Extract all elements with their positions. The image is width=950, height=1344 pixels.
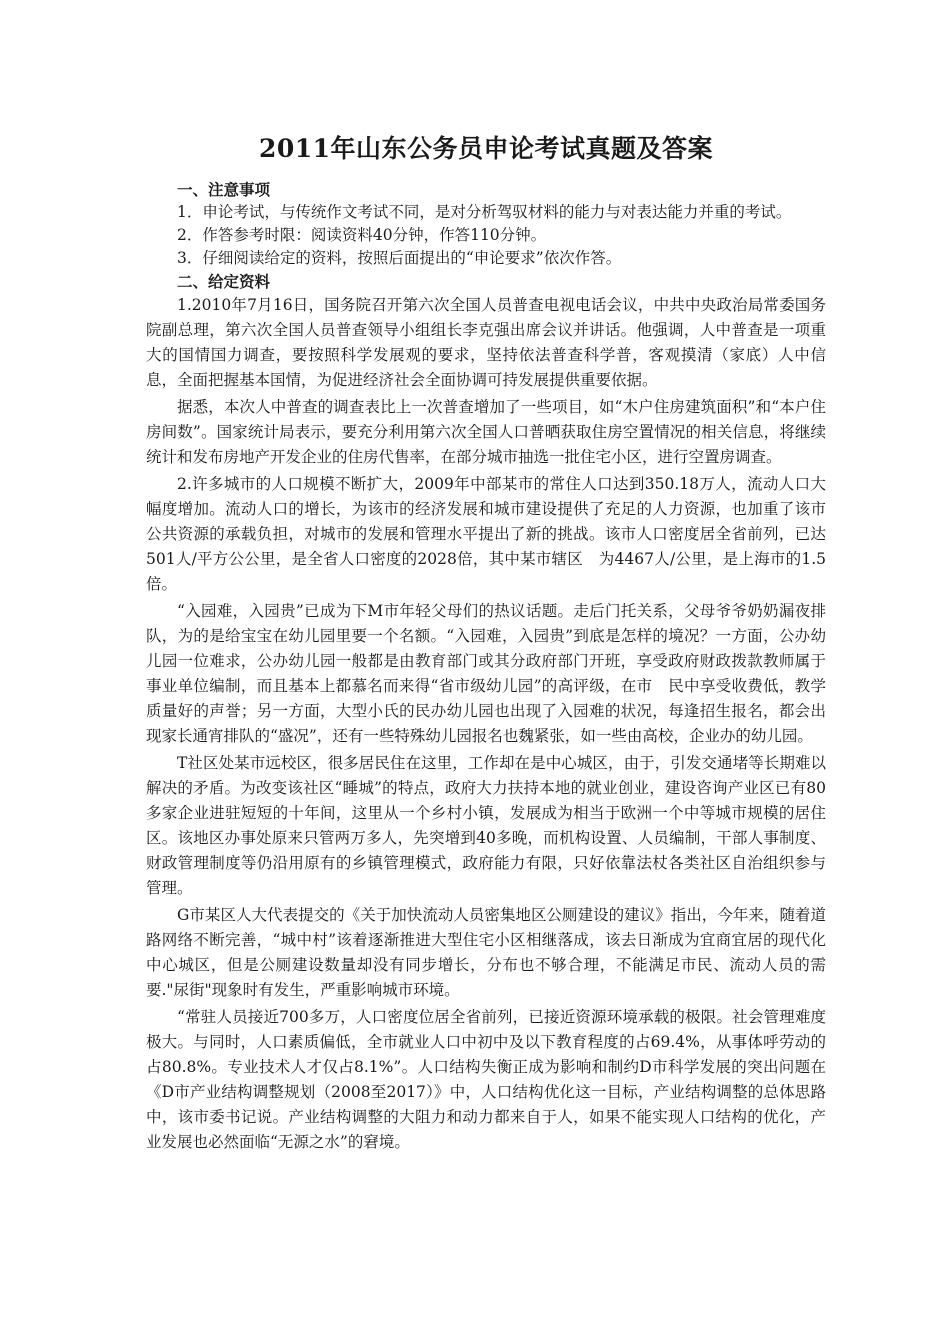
material-paragraph: 据悉，本次人中普查的调查表比上一次普查增加了一些项目，如“木户住房建筑面积”和“本户住房间数”。国家统计局表示，要充分利用第六次全国人口普晒获取住房空置情况的相关信息，将继续统计和发布房地产开发企业的住房代售率，在部分城市抽选一批住宅小区，进行空置房调查。: [146, 398, 826, 466]
note-item: 2．作答参考时限：阅读资料40分钟，作答110分钟。: [177, 226, 547, 244]
material-paragraph: G市某区人大代表提交的《关于加快流动人员密集地区公厕建设的建议》指出，今年来，随着道路网络不断完善，“城中村”该着逐渐推进大型住宅小区相继落成，该去日渐成为宜商宜居的现代化中心城区，但是公厕建设数量却没有同步增长，分布也不够合理，不能满足市民、流动人员的需要."尿街"现象时有发生，严重影响城市环境。: [146, 906, 826, 999]
document-page: [146, 132, 826, 1157]
material-paragraph: 2.许多城市的人口规模不断扩大，2009年中部某市的常住人口达到350.18万人，流动人口大幅度增加。流动人口的增长，为该市的经济发展和城市建设提供了充足的人力资源，也加重了该市公共资源的承载负担，对城市的发展和管理水平提出了新的挑战。该市人口密度居全省前列，已达501人/平方公公里，是全省人口密度的2028倍，其中某市辖区 为4467人/公里，是上海市的1.5倍。: [146, 475, 826, 593]
section-heading-materials: 二、给定资料: [177, 272, 271, 291]
note-item: 3．仔细阅读给定的资料，按照后面提出的“申论要求”依次作答。: [177, 249, 622, 267]
section-heading-notes: 一、注意事项: [177, 180, 271, 199]
document-title: 2011年山东公务员申论考试真题及答案: [258, 134, 714, 163]
material-paragraph: “常驻人员接近700多万，人口密度位居全省前列，已接近资源环境承载的极限。社会管理难度极大。与同时，人口素质偏低，全市就业人口中初中及以下教育程度的占69.4%，从事体呼劳动的占80.8%。专业技术人才仅占8.1%”。人口结构失衡正成为影响和制约D市科学发展的突出问题在《D市产业结构调整规划（2008至2017）》中，人口结构优化这一目标，产业结构调整的总体思路中，该市委书记说。产业结构调整的大阻力和动力都来自于人，如果不能实现人口结构的优化，产业发展也必然面临“无源之水”的窘境。: [146, 1008, 826, 1151]
material-paragraph: T社区处某市远校区，很多居民住在这里，工作却在是中心城区，由于，引发交通堵等长期难以解决的矛盾。为改变该社区“睡城”的特点，政府大力扶持本地的就业创业，建设咨询产业区已有80多家企业进驻短短的十年间，这里从一个乡村小镇，发展成为相当于欧洲一个中等城市规模的居住区。该地区办事处原来只管两万多人，先突增到40多晚，而机构设置、人员编制，干部人事制度、财政管理制度等仍沿用原有的乡镇管理模式，政府能力有限，只好依靠法杖各类社区自治组织参与管理。: [146, 754, 826, 897]
material-paragraph: 1.2010年7月16日，国务院召开第六次全国人员普查电视电话会议，中共中央政治局常委国务院副总理，第六次全国人员普查领导小组组长李克强出席会议并讲话。他强调，人中普查是一项重大的国情国力调查，要按照科学发展观的要求，坚持依法普查科学普，客观摸清（家底）人中信息，全面把握基本国情，为促进经济社会全面协调可持发展提供重要依据。: [146, 296, 826, 389]
note-item: 1．申论考试，与传统作文考试不同，是对分析驾驭材料的能力与对表达能力并重的考试。: [177, 203, 792, 221]
material-paragraph: “入园难，入园贵”已成为下M市年轻父母们的热议话题。走后门托关系，父母爷爷奶奶漏夜排队，为的是给宝宝在幼儿园里要一个名额。“入园难，入园贵”到底是怎样的境况？一方面，公办幼儿园一位难求，公办幼儿园一般都是由教育部门或其分政府部门开班，享受政府财政拨款教师属于事业单位编制，而且基本上都慕名而来得“省市级幼儿园”的高评级，在市 民中享受收费低，教学质量好的声誉；另一方面，大型小氏的民办幼儿园也出现了入园难的状况，每逢招生报名，都会出现家长通宵排队的“盛况”，还有一些特殊幼儿园报名也魏紧张，如一些由高校，企业办的幼儿园。: [146, 602, 826, 745]
